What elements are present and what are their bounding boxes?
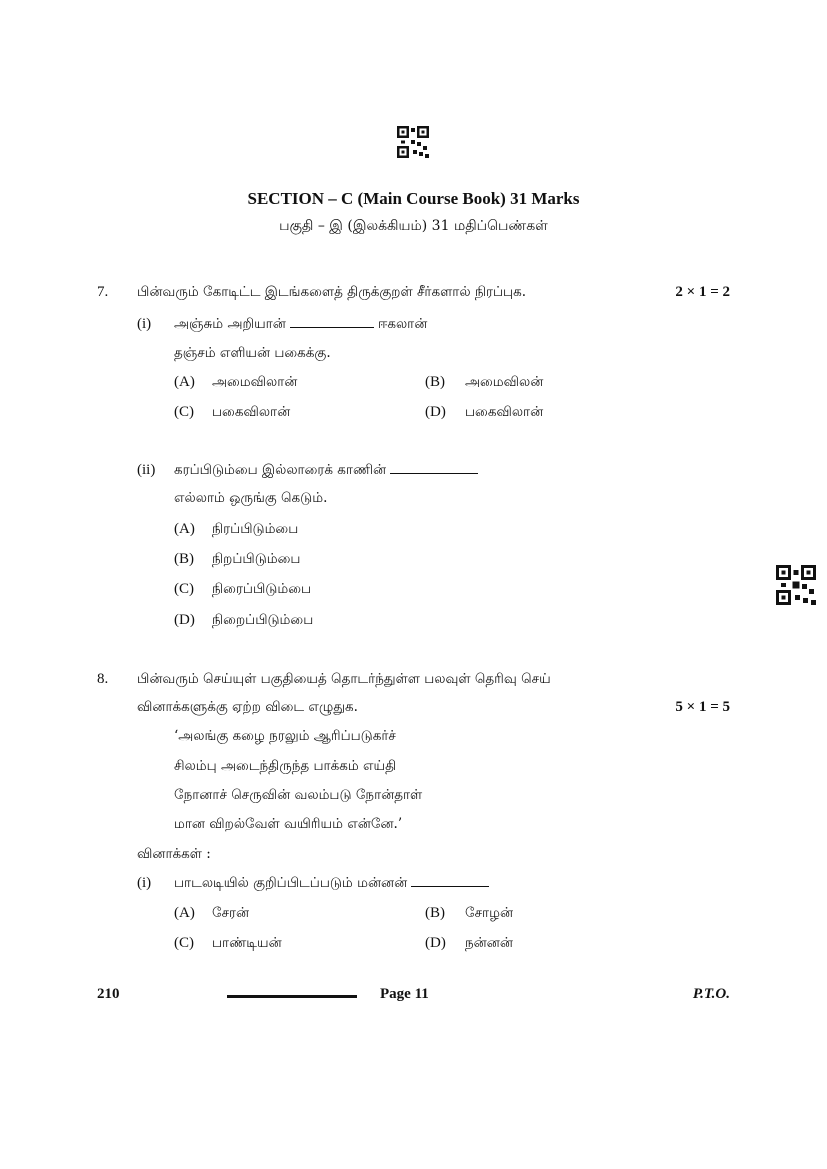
poem-line: மான விறல்வேள் வயிரியம் என்னே.’ [174, 816, 403, 832]
fill-blank [290, 326, 374, 328]
question-7-number: 7. [97, 284, 109, 300]
option-text: நிரைப்பிடும்பை [212, 581, 312, 597]
poem-line: சிலம்பு அடைந்திருந்த பாக்கம் எய்தி [174, 758, 397, 774]
section-title: SECTION – C (Main Course Book) 31 Marks [247, 189, 580, 208]
option-label: (C) [174, 935, 194, 951]
part-line-1 [174, 875, 493, 893]
section-subtitle: பகுதி – இ (இலக்கியம்) 31 மதிப்பெண்கள் [279, 218, 548, 234]
option-text: அமைவிலன் [465, 374, 544, 390]
part-line-1a: கரப்பிடும்பை இல்லாரைக் காணின் [174, 462, 387, 478]
option-label: (A) [174, 521, 195, 537]
option-label: (C) [174, 404, 194, 420]
footer-rule [227, 995, 357, 998]
option-text: சோழன் [465, 905, 514, 921]
question-8-number: 8. [97, 671, 109, 687]
question-7-marks: 2 × 1 = 2 [675, 284, 730, 300]
option-label: (C) [174, 581, 194, 597]
qr-code-side [776, 565, 816, 605]
option-label: (B) [425, 905, 445, 921]
part-line-2: எல்லாம் ஒருங்கு கெடும். [174, 490, 328, 506]
option-text: நிறப்பிடும்பை [212, 551, 301, 567]
option-text: பகைவிலான் [212, 404, 291, 420]
question-8-text-line-2: வினாக்களுக்கு ஏற்ற விடை எழுதுக. [137, 699, 358, 715]
option-text: அமைவிலான் [212, 374, 298, 390]
part-label: (i) [137, 316, 152, 332]
part-line-1b: ஈகலான் [377, 316, 428, 332]
question-7-text: பின்வரும் கோடிட்ட இடங்களைத் திருக்குறள் சீர்களால் நிரப்புக. [137, 284, 527, 300]
option-label: (B) [425, 374, 445, 390]
option-text: பகைவிலான் [465, 404, 544, 420]
fill-blank [390, 472, 478, 474]
option-text: பாண்டியன் [212, 935, 282, 951]
option-label: (D) [425, 404, 446, 420]
poem-line: நோனாச் செருவின் வலம்படு நோன்தாள் [174, 787, 423, 803]
part-line-1 [174, 462, 482, 480]
part-line-2: தஞ்சம் எளியன் பகைக்கு. [174, 345, 331, 361]
part-label: (i) [137, 875, 152, 891]
option-text: நன்னன் [465, 935, 513, 951]
poem-line: ‘அலங்கு கழை நரலும் ஆரிப்படுகர்ச் [174, 728, 396, 744]
option-label: (D) [425, 935, 446, 951]
part-text: பாடலடியில் குறிப்பிடப்படும் மன்னன் [174, 875, 408, 891]
footer-code: 210 [97, 986, 120, 1002]
questions-label: வினாக்கள் : [137, 846, 211, 862]
option-label: (B) [174, 551, 194, 567]
footer-page-number: Page 11 [380, 986, 429, 1002]
option-text: நிறைப்பிடும்பை [212, 612, 314, 628]
option-text: சேரன் [212, 905, 250, 921]
question-8-text-line-1: பின்வரும் செய்யுள் பகுதியைத் தொடர்ந்துள்ள பலவுள் தெரிவு செய் [137, 671, 551, 687]
part-label: (ii) [137, 462, 156, 478]
question-8-marks: 5 × 1 = 5 [675, 699, 730, 715]
qr-code-top [397, 126, 429, 158]
fill-blank [411, 885, 489, 887]
part-line-1 [174, 316, 427, 334]
part-line-1a: அஞ்சும் அறியான் [174, 316, 286, 332]
footer-pto: P.T.O. [692, 986, 730, 1002]
option-label: (D) [174, 612, 195, 628]
option-text: நிரப்பிடும்பை [212, 521, 299, 537]
option-label: (A) [174, 374, 195, 390]
option-label: (A) [174, 905, 195, 921]
